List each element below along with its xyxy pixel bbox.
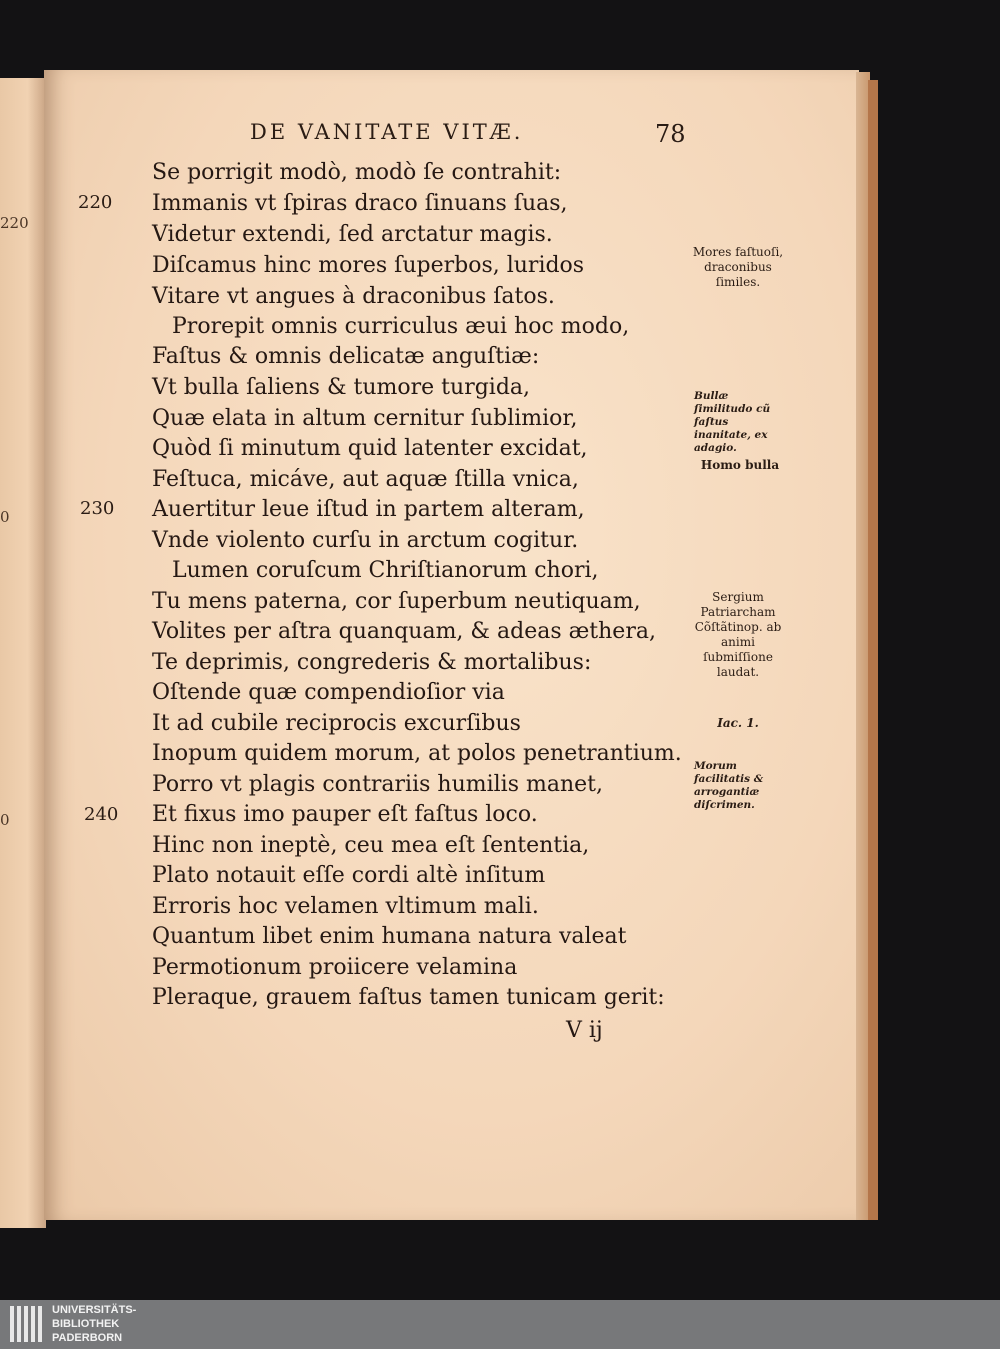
verse-line: Vnde violento curſu in arctum cogitur.	[152, 528, 579, 553]
verse-line: Hinc non ineptè, ceu mea eſt ſententia,	[152, 833, 590, 858]
verse-line: Prorepit omnis curriculus æui hoc modo,	[172, 314, 630, 339]
library-name-line: UNIVERSITÄTS-	[52, 1304, 137, 1316]
verse-line: Vt bulla ſaliens & tumore turgida,	[152, 375, 531, 400]
verse-line: Inopum quidem morum, at polos penetrantium.	[152, 741, 682, 766]
left-page-line-number: 220	[0, 214, 29, 232]
verse-line: Quantum libet enim humana natura valeat	[152, 924, 627, 949]
line-number: 230	[80, 498, 115, 519]
verse-line: Immanis vt ſpiras draco ſinuans ſuas,	[152, 191, 568, 216]
verse-line: Se porrigit modò, modò ſe contrahit:	[152, 160, 562, 185]
verse-line: Diſcamus hinc mores ſuperbos, luridos	[152, 253, 585, 278]
library-name	[52, 1303, 136, 1345]
running-header: DE VANITATE VITÆ.	[250, 120, 524, 144]
verse-line: Volites per aſtra quanquam, & adeas æthera,	[152, 619, 656, 644]
library-name-line: PADERBORN	[52, 1332, 123, 1344]
verse-line: Quòd ſi minutum quid latenter excidat,	[152, 436, 588, 461]
verse-line: Quæ elata in altum cernitur ſublimior,	[152, 406, 578, 431]
verse-line: Lumen coruſcum Chriſtianorum chori,	[172, 558, 599, 583]
margin-note: Sergium Patriarcham Cõſtãtinop. ab animi ſubmiſſione laudat.	[694, 590, 782, 679]
signature-mark: V ij	[566, 1018, 603, 1043]
verse-line: Videtur extendi, ſed arctatur magis.	[152, 222, 553, 247]
line-number: 240	[84, 804, 119, 825]
verse-line: Feſtuca, micáve, aut aquæ ſtilla vnica,	[152, 467, 579, 492]
page-number: 78	[655, 120, 686, 148]
verse-line: Faſtus & omnis delicatæ anguſtiæ:	[152, 344, 540, 369]
cover-edge	[868, 80, 878, 1220]
library-logo	[10, 1306, 42, 1342]
margin-note: Bullæ ſimilitudo cũ faſtus inanitate, ex adagio.	[694, 390, 771, 454]
margin-note: Homo bulla	[700, 458, 780, 472]
verse-line: Et fixus imo pauper eſt faſtus loco.	[152, 802, 538, 827]
verse-line: Erroris hoc velamen vltimum mali.	[152, 894, 539, 919]
library-footer	[0, 1300, 1000, 1349]
left-page-line-number: 0	[0, 508, 10, 526]
verse-line: Porro vt plagis contrariis humilis manet,	[152, 772, 603, 797]
verse-line: Permotionum proiicere velamina	[152, 955, 518, 980]
left-page-edge	[0, 78, 46, 1228]
verse-line: Tu mens paterna, cor ſuperbum neutiquam,	[152, 589, 641, 614]
margin-note: Iac. 1.	[717, 716, 759, 730]
verse-line: Pleraque, grauem faſtus tamen tunicam gerit:	[152, 985, 665, 1010]
verse-line: Oſtende quæ compendioſior via	[152, 680, 505, 705]
left-page-line-number: 0	[0, 811, 10, 829]
verse-line: It ad cubile reciprocis excurſibus	[152, 711, 521, 736]
verse-line: Te deprimis, congrederis & mortalibus:	[152, 650, 592, 675]
line-number: 220	[78, 192, 113, 213]
library-name-line: BIBLIOTHEK	[52, 1318, 120, 1330]
margin-note: Morum facilitatis & arrogantiæ diſcrimen.	[694, 760, 764, 811]
verse-line: Auertitur leue iſtud in partem alteram,	[152, 497, 585, 522]
margin-note: Mores faſtuoſi, draconibus ſimiles.	[692, 245, 784, 289]
verse-line: Vitare vt angues à draconibus ſatos.	[152, 284, 555, 309]
verse-line: Plato notauit eſſe cordi altè inſitum	[152, 863, 546, 888]
